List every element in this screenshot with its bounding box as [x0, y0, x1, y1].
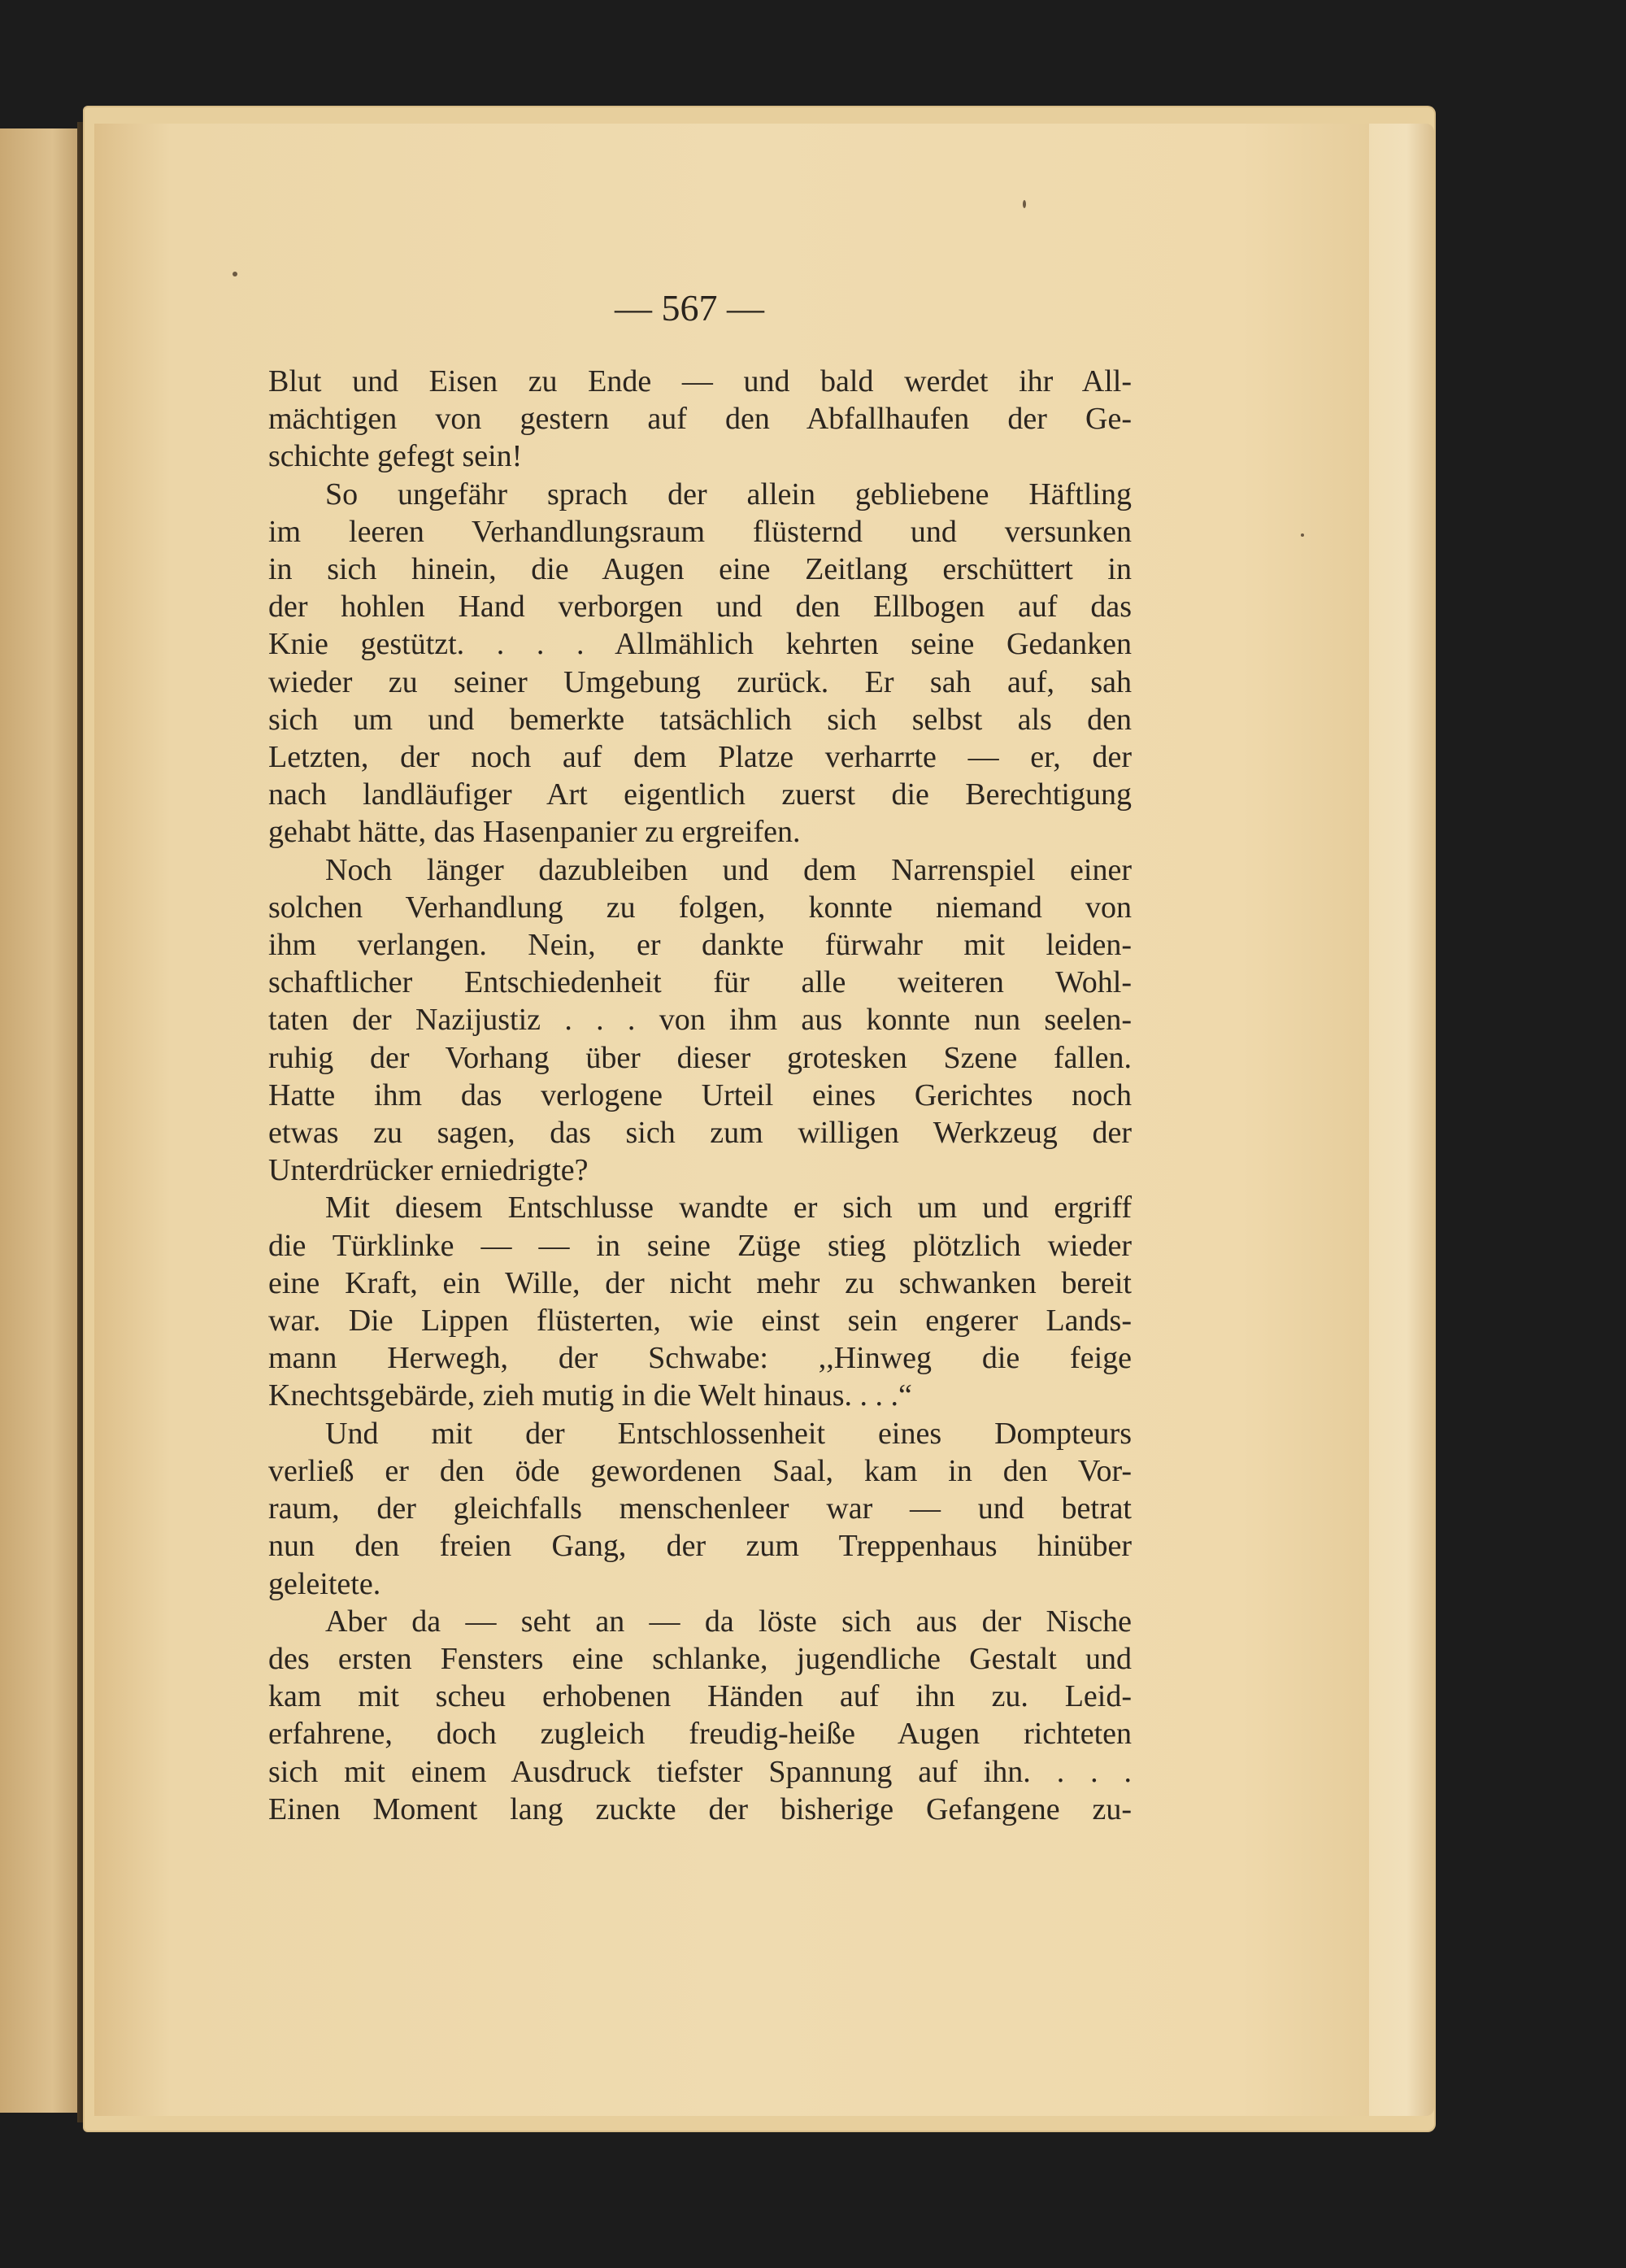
- text-line: raum, der gleichfalls menschenleer war — und betrat: [268, 1491, 1132, 1526]
- text-line: eine Kraft, ein Wille, der nicht mehr zu schwanken bereit: [268, 1265, 1132, 1300]
- text-line: Noch länger dazubleiben und dem Narrenspiel einer: [325, 852, 1132, 887]
- text-line: Blut und Eisen zu Ende — und bald werdet ihr All-: [268, 364, 1132, 398]
- text-line: mann Herwegh, der Schwabe: ,,Hinweg die feige: [268, 1341, 1132, 1376]
- text-line: erfahrene, doch zugleich freudig-heiße Augen richteten: [268, 1717, 1132, 1752]
- text-line: verließ er den öde gewordenen Saal, kam in den Vor-: [268, 1453, 1132, 1488]
- paper-speck: [1023, 200, 1026, 208]
- page-number: — 567 —: [615, 287, 764, 329]
- text-line: Unterdrücker erniedrigte?: [268, 1153, 589, 1188]
- text-line: So ungefähr sprach der allein gebliebene Häftling: [325, 477, 1132, 511]
- text-line: ihm verlangen. Nein, er dankte fürwahr mit leiden-: [268, 928, 1132, 963]
- text-line: Letzten, der noch auf dem Platze verharrte — er, der: [268, 740, 1132, 775]
- text-line: sich mit einem Ausdruck tiefster Spannung auf ihn. . . .: [268, 1754, 1132, 1789]
- text-line: der hohlen Hand verborgen und den Ellbogen auf das: [268, 590, 1132, 625]
- page-fore-edge: [1366, 124, 1434, 2116]
- text-line: solchen Verhandlung zu folgen, konnte niemand von: [268, 890, 1132, 925]
- text-line: Hatte ihm das verlogene Urteil eines Gerichtes noch: [268, 1077, 1132, 1112]
- text-line: nach landläufiger Art eigentlich zuerst die Berechtigung: [268, 777, 1132, 812]
- text-line: im leeren Verhandlungsraum flüsternd und versunken: [268, 514, 1132, 549]
- text-line: Mit diesem Entschlusse wandte er sich um und ergriff: [325, 1191, 1132, 1225]
- text-line: gehabt hätte, das Hasenpanier zu ergreifen.: [268, 815, 801, 850]
- text-line: Knechtsgebärde, zieh mutig in die Welt hinaus. . . .“: [268, 1378, 912, 1413]
- text-line: Einen Moment lang zuckte der bisherige Gefangene zu-: [268, 1791, 1132, 1826]
- text-line: etwas zu sagen, das sich zum willigen Werkzeug der: [268, 1116, 1132, 1151]
- body-text: [268, 363, 1132, 1828]
- text-line: Aber da — seht an — da löste sich aus der Nische: [325, 1604, 1132, 1639]
- text-line: war. Die Lippen flüsterten, wie einst sein engerer Lands-: [268, 1304, 1132, 1339]
- text-line: wieder zu seiner Umgebung zurück. Er sah auf, sah: [268, 664, 1132, 699]
- text-line: schaftlicher Entschiedenheit für alle weiteren Wohl-: [268, 965, 1132, 1000]
- text-line: kam mit scheu erhobenen Händen auf ihn zu. Leid-: [268, 1679, 1132, 1714]
- text-line: Und mit der Entschlossenheit eines Dompteurs: [325, 1416, 1132, 1451]
- text-line: nun den freien Gang, der zum Treppenhaus hinüber: [268, 1529, 1132, 1564]
- left-page-edge: [0, 128, 88, 2113]
- text-line: die Türklinke — — in seine Züge stieg plötzlich wieder: [268, 1228, 1132, 1263]
- text-line: in sich hinein, die Augen eine Zeitlang erschüttert in: [268, 552, 1132, 587]
- text-line: des ersten Fensters eine schlanke, jugendliche Gestalt und: [268, 1641, 1132, 1676]
- paper-speck: [1301, 533, 1304, 537]
- text-line: geleitete.: [268, 1566, 381, 1601]
- text-line: Knie gestützt. . . . Allmählich kehrten seine Gedanken: [268, 627, 1132, 662]
- paper-speck: [233, 272, 237, 276]
- text-line: taten der Nazijustiz . . . von ihm aus konnte nun seelen-: [268, 1003, 1132, 1038]
- text-line: mächtigen von gestern auf den Abfallhaufen der Ge-: [268, 402, 1132, 437]
- text-line: ruhig der Vorhang über dieser grotesken Szene fallen.: [268, 1040, 1132, 1075]
- text-line: sich um und bemerkte tatsächlich sich selbst als den: [268, 702, 1132, 737]
- text-line: schichte gefegt sein!: [268, 439, 523, 474]
